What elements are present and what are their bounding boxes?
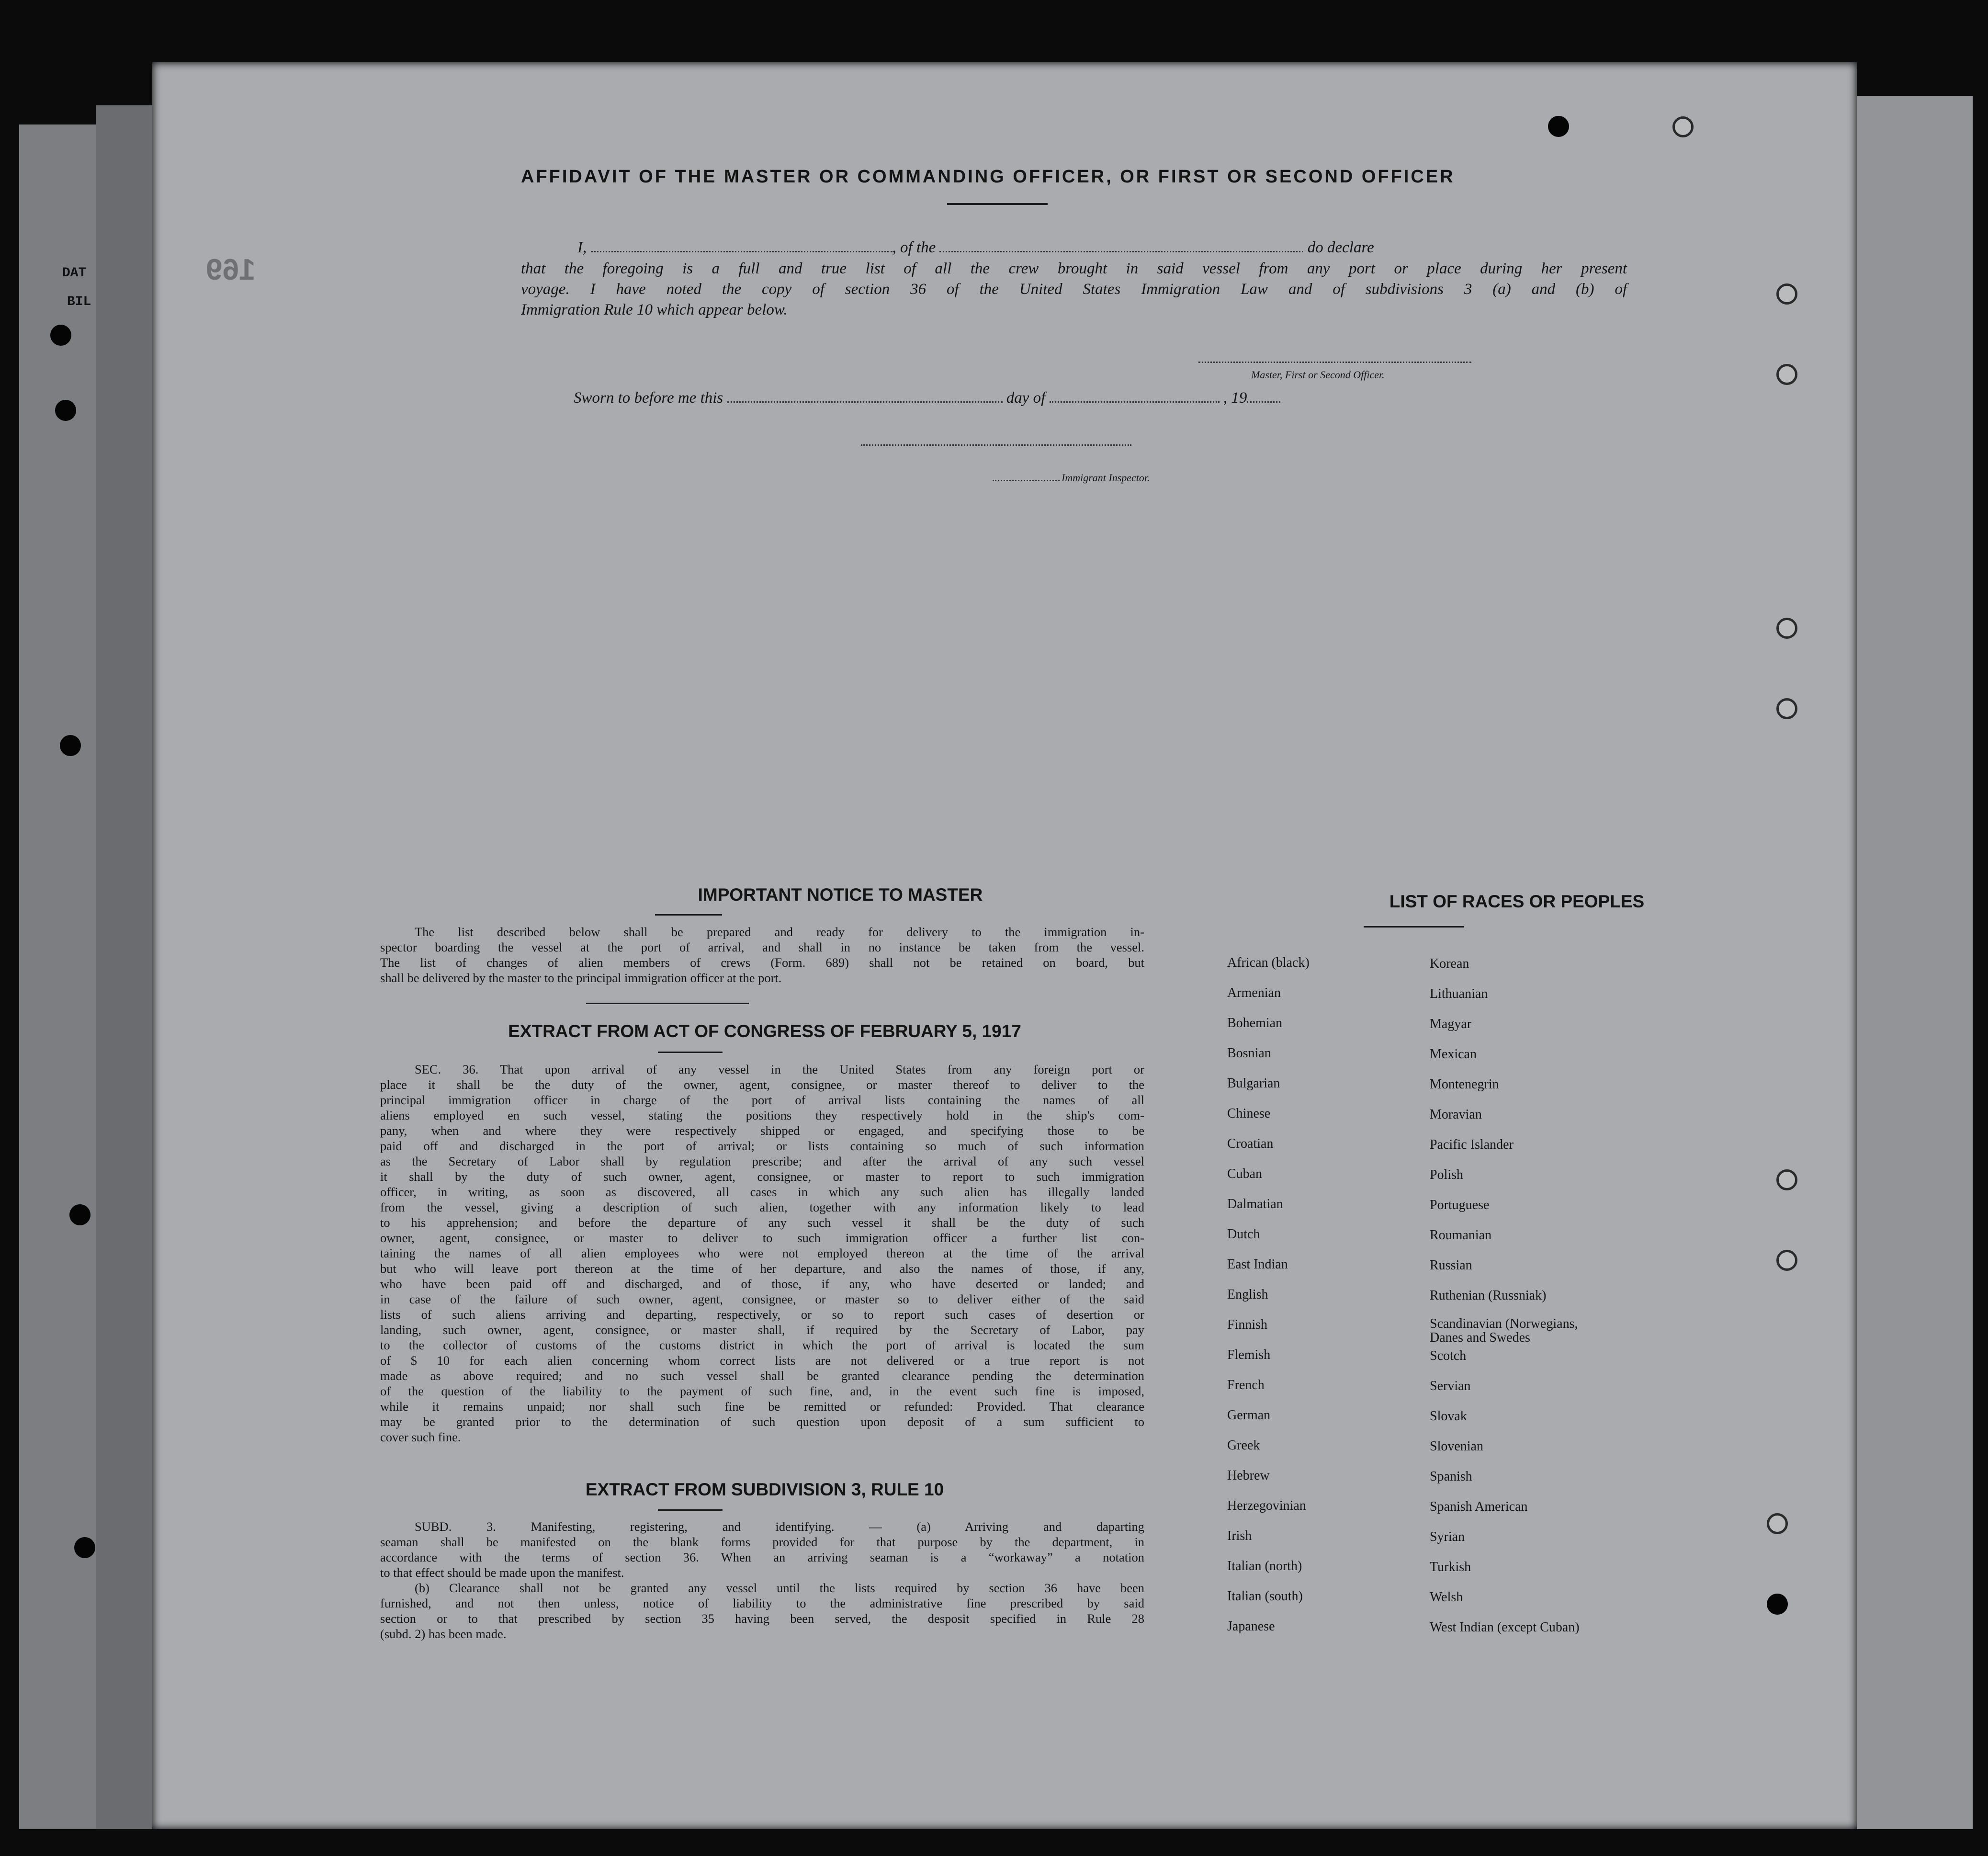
race-item: Dalmatian bbox=[1227, 1197, 1283, 1211]
act-line: owner, agent, consignee, or master to deliver to such immigration officer a further list con- bbox=[380, 1231, 1144, 1245]
races-column-1 bbox=[1227, 955, 1419, 1721]
race-item: Bohemian bbox=[1227, 1016, 1283, 1030]
sworn-year: , 19 bbox=[1223, 389, 1247, 407]
race-item: Italian (north) bbox=[1227, 1559, 1302, 1573]
act-line: while it remains unpaid; nor shall such fine be remitted or refunded: Provided. That clearance bbox=[380, 1399, 1144, 1414]
act-line: who have been paid off and discharged, and of those, if any, who have deserted or landed; and bbox=[380, 1277, 1144, 1291]
rule-line: furnished, and not then unless, notice of liability to the administrative fine prescribed by said bbox=[380, 1596, 1144, 1610]
declaration-of-the: , of the bbox=[892, 239, 936, 256]
act-line: of the question of the liability to the payment of such fine, and, in the event such fine is imposed, bbox=[380, 1384, 1144, 1398]
race-item: West Indian (except Cuban) bbox=[1430, 1620, 1580, 1635]
declaration-text-3: Immigration Rule 10 which appear below. bbox=[521, 301, 788, 318]
binder-strip bbox=[96, 105, 158, 1829]
inspector-label-line bbox=[993, 472, 1150, 484]
race-item: Montenegrin bbox=[1430, 1077, 1499, 1092]
binder-hole bbox=[55, 400, 76, 421]
punch-hole bbox=[1776, 698, 1797, 719]
act-line: as the Secretary of Labor shall by regulation prescribe; and after the arrival of any such vessel bbox=[380, 1154, 1144, 1168]
rule-line: section or to that prescribed by section 35 having been served, the desposit specified in Rule 28 bbox=[380, 1611, 1144, 1626]
race-item: Italian (south) bbox=[1227, 1589, 1303, 1604]
race-item: Servian bbox=[1430, 1379, 1471, 1393]
race-item: Armenian bbox=[1227, 985, 1281, 1000]
race-item: Greek bbox=[1227, 1438, 1260, 1453]
race-item: Magyar bbox=[1430, 1017, 1472, 1031]
notice-heading: IMPORTANT NOTICE TO MASTER bbox=[698, 885, 983, 905]
notice-divider bbox=[586, 1003, 749, 1004]
race-item: Polish bbox=[1430, 1167, 1464, 1182]
binder-hole bbox=[69, 1204, 90, 1225]
race-item: Turkish bbox=[1430, 1560, 1471, 1574]
race-item: German bbox=[1227, 1408, 1271, 1423]
declaration-do-declare: do declare bbox=[1307, 239, 1374, 256]
act-line: principal immigration officer in charge of the port of arrival lists containing the names of all bbox=[380, 1093, 1144, 1107]
title-underline bbox=[947, 203, 1048, 205]
act-line: it shall by the duty of such owner, agent, consignee, or master to report to such immigration bbox=[380, 1169, 1144, 1184]
act-line: but who will leave port thereon at the time of her departure, and also the names of those, if any, bbox=[380, 1261, 1144, 1276]
race-item: East Indian bbox=[1227, 1257, 1288, 1272]
name-blank[interactable] bbox=[591, 251, 892, 252]
race-item: Roumanian bbox=[1430, 1228, 1492, 1243]
act-line: lists of such aliens arriving and departing, respectively, or so to report such cases of desertion or bbox=[380, 1307, 1144, 1322]
race-item: Chinese bbox=[1227, 1106, 1271, 1121]
act-line: made as above required; and no such vessel shall be granted clearance pending the determination bbox=[380, 1369, 1144, 1383]
act-underline bbox=[658, 1052, 723, 1053]
race-item: Bulgarian bbox=[1227, 1076, 1280, 1091]
races-underline bbox=[1364, 926, 1464, 928]
race-item: Spanish American bbox=[1430, 1499, 1528, 1514]
sworn-day-of: day of bbox=[1006, 389, 1046, 407]
race-item: Korean bbox=[1430, 956, 1469, 971]
act-line: of $ 10 for each alien concerning whom correct lists are not delivered or a true report is not bbox=[380, 1353, 1144, 1368]
race-item: Slovak bbox=[1430, 1409, 1467, 1424]
inspector-label-dots bbox=[993, 480, 1060, 481]
race-item: Irish bbox=[1227, 1528, 1252, 1543]
margin-label-dat: DAT bbox=[62, 266, 87, 281]
race-item: Slovenian bbox=[1430, 1439, 1483, 1454]
notice-line: The list described below shall be prepared and ready for delivery to the immigration in- bbox=[415, 925, 1144, 939]
sworn-prefix: Sworn to before me this bbox=[574, 389, 723, 407]
punch-hole bbox=[1776, 1250, 1797, 1271]
race-item: English bbox=[1227, 1287, 1268, 1302]
rule-line: (subd. 2) has been made. bbox=[380, 1627, 507, 1641]
race-item: African (black) bbox=[1227, 955, 1310, 970]
race-item: Lithuanian bbox=[1430, 986, 1488, 1001]
race-item: Bosnian bbox=[1227, 1046, 1271, 1061]
declaration-text-1: that the foregoing is a full and true list of all the crew brought in said vessel from any port or place during her present bbox=[521, 260, 1627, 277]
act-line: aliens employed en such vessel, stating the positions they respectively hold in the ship's com- bbox=[380, 1108, 1144, 1122]
race-item: Cuban bbox=[1227, 1166, 1263, 1181]
notice-line: The list of changes of alien members of crews (Form. 689) shall not be retained on board, but bbox=[380, 955, 1144, 970]
binder-hole bbox=[50, 325, 71, 346]
underlying-sheet-right bbox=[1848, 96, 1973, 1829]
act-line: landing, such owner, agent, consignee, or master shall, if required by the Secretary of Labor, pay bbox=[380, 1323, 1144, 1337]
races-heading: LIST OF RACES OR PEOPLES bbox=[1389, 892, 1645, 911]
race-item: Pacific Islander bbox=[1430, 1137, 1514, 1152]
rule-heading: EXTRACT FROM SUBDIVISION 3, RULE 10 bbox=[585, 1480, 944, 1499]
punch-hole bbox=[1767, 1594, 1788, 1615]
declaration-line bbox=[577, 238, 1631, 258]
punch-hole bbox=[1672, 116, 1694, 137]
race-item: Moravian bbox=[1430, 1107, 1482, 1122]
affidavit-title: AFFIDAVIT OF THE MASTER OR COMMANDING OFFICER, OR FIRST OR SECOND OFFICER bbox=[521, 167, 1455, 187]
race-item: Russian bbox=[1430, 1258, 1472, 1273]
act-line: pany, when and where they were respectively shipped or engaged, and specifying those to be bbox=[380, 1123, 1144, 1138]
binder-hole bbox=[74, 1537, 95, 1558]
act-line: in case of the failure of such owner, agent, consignee, or master so to deliver either of the said bbox=[380, 1292, 1144, 1306]
race-item: Finnish bbox=[1227, 1317, 1268, 1332]
race-item: Flemish bbox=[1227, 1347, 1271, 1362]
act-line: to the collector of customs of the customs district in which the port of arrival is located the sum bbox=[380, 1338, 1144, 1352]
act-line: may be granted prior to the determination of such question upon deposit of a sum sufficient to bbox=[380, 1415, 1144, 1429]
act-line: to his apprehension; and before the departure of any such vessel it shall be the duty of such bbox=[380, 1215, 1144, 1230]
race-item: Spanish bbox=[1430, 1469, 1472, 1484]
race-item: Croatian bbox=[1227, 1136, 1274, 1151]
act-text bbox=[380, 1062, 1144, 1445]
rule-line: to that effect should be made upon the manifest. bbox=[380, 1565, 624, 1580]
race-item: Hebrew bbox=[1227, 1468, 1270, 1483]
notice-text bbox=[380, 924, 1144, 985]
sworn-line bbox=[574, 388, 1280, 408]
declaration-text-2: voyage. I have noted the copy of section 36 of the United States Immigration Law and of subdivisions 3 (a) and (b) of bbox=[521, 281, 1627, 298]
binder-hole bbox=[60, 735, 81, 756]
notice-line: spector boarding the vessel at the port of arrival, and shall in no instance be taken from the vessel. bbox=[380, 940, 1144, 954]
immigration-form-page bbox=[152, 62, 1857, 1829]
act-line: paid off and discharged in the port of arrival; or lists containing so much of such information bbox=[380, 1139, 1144, 1153]
vessel-blank[interactable] bbox=[939, 251, 1303, 252]
punch-hole bbox=[1776, 364, 1797, 385]
inspector-label: Immigrant Inspector. bbox=[1062, 472, 1150, 484]
punch-hole bbox=[1776, 618, 1797, 639]
rule-line: SUBD. 3. Manifesting, registering, and identifying. — (a) Arriving and daparting bbox=[415, 1519, 1144, 1534]
margin-label-bil: BIL bbox=[67, 294, 91, 309]
sworn-year-blank[interactable] bbox=[1247, 401, 1280, 403]
rule-text bbox=[380, 1519, 1144, 1641]
act-line: officer, in writing, as soon as discovered, all cases in which any such alien has illegally landed bbox=[380, 1185, 1144, 1199]
punch-hole bbox=[1548, 116, 1569, 137]
notice-underline bbox=[655, 914, 722, 916]
rule-line: seaman shall be manifested on the blank forms provided for that purpose by the department, in bbox=[380, 1535, 1144, 1549]
race-item: Portuguese bbox=[1430, 1198, 1490, 1212]
race-item: Scotch bbox=[1430, 1348, 1467, 1363]
races-column-2 bbox=[1430, 956, 1727, 1722]
rule-line: (b) Clearance shall not be granted any vessel until the lists required by section 36 have been bbox=[415, 1581, 1144, 1595]
race-item: French bbox=[1227, 1378, 1265, 1392]
punch-hole bbox=[1767, 1513, 1788, 1534]
declaration-paragraph bbox=[521, 259, 1627, 320]
master-signature-label: Master, First or Second Officer. bbox=[1251, 369, 1385, 381]
act-heading: EXTRACT FROM ACT OF CONGRESS OF FEBRUARY 5, 1917 bbox=[508, 1021, 1021, 1041]
notice-line: shall be delivered by the master to the principal immigration officer at the port. bbox=[380, 971, 782, 985]
rule-line: accordance with the terms of section 36. When an arriving seaman is a “workaway” a notation bbox=[380, 1550, 1144, 1564]
sworn-month-blank[interactable] bbox=[1050, 401, 1220, 403]
inspector-signature-line[interactable] bbox=[861, 444, 1131, 446]
punch-hole bbox=[1776, 283, 1797, 305]
race-item: Herzegovinian bbox=[1227, 1498, 1306, 1513]
page-number-bleed: 169 bbox=[206, 253, 256, 286]
rule-underline bbox=[658, 1509, 723, 1511]
race-item: Mexican bbox=[1430, 1047, 1477, 1062]
sworn-day-blank[interactable] bbox=[727, 401, 1003, 403]
race-item: Japanese bbox=[1227, 1619, 1275, 1634]
punch-hole bbox=[1776, 1169, 1797, 1190]
master-signature-line[interactable] bbox=[1198, 362, 1471, 363]
race-item: Ruthenian (Russniak) bbox=[1430, 1288, 1547, 1303]
act-line: from the vessel, giving a description of such alien, together with any information likely to lead bbox=[380, 1200, 1144, 1214]
act-line: cover such fine. bbox=[380, 1430, 461, 1444]
race-item: Scandinavian (Norwegians, Danes and Swedes bbox=[1430, 1316, 1578, 1345]
act-line: place it shall be the duty of the owner, agent, consignee, or master thereof to deliver to the bbox=[380, 1077, 1144, 1092]
race-item: Syrian bbox=[1430, 1529, 1465, 1544]
act-line: taining the names of all alien employees who were not employed thereon at the time of the arrival bbox=[380, 1246, 1144, 1260]
declaration-i: I, bbox=[577, 239, 587, 256]
race-item: Welsh bbox=[1430, 1590, 1463, 1605]
race-item: Dutch bbox=[1227, 1227, 1260, 1242]
act-line: SEC. 36. That upon arrival of any vessel in the United States from any foreign port or bbox=[415, 1062, 1144, 1076]
